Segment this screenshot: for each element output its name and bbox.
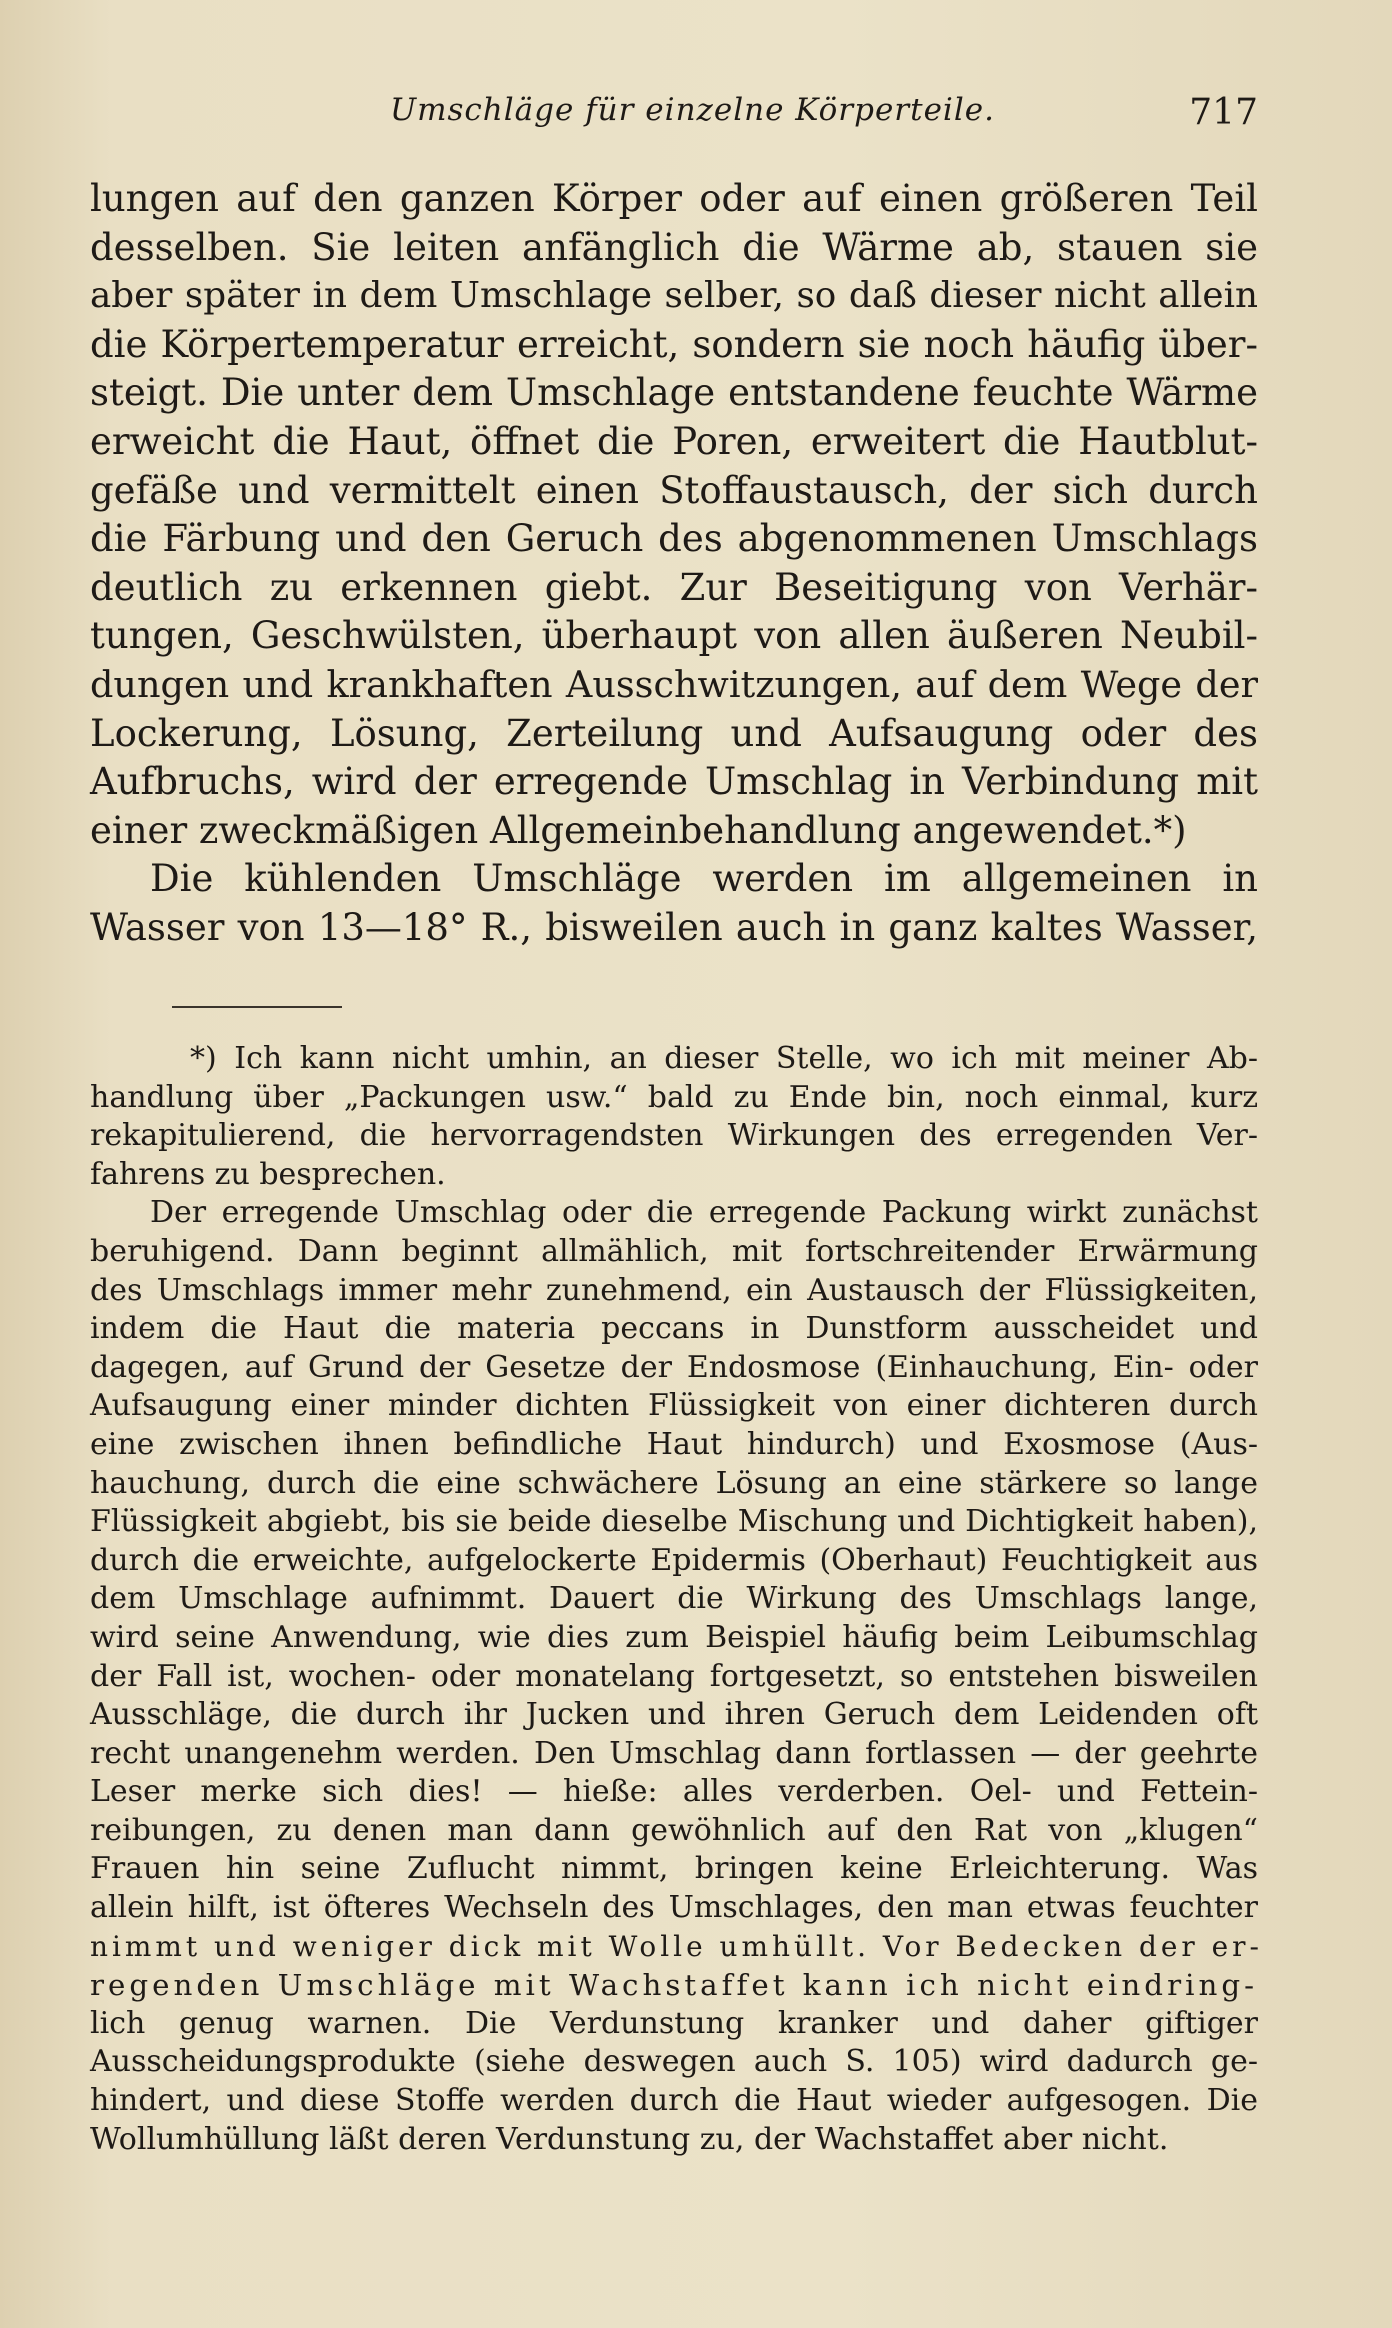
text-line: Die kühlenden Umschläge werden im allgemeinen in (150, 857, 1258, 901)
footnote-line: Ausschläge, die durch ihr Jucken und ihren Geruch dem Leidenden oft (90, 1697, 1258, 1733)
text-line: dungen und krankhaften Ausschwitzungen, auf dem Wege der (90, 662, 1258, 706)
footnote-line: fahrens zu besprechen. (90, 1156, 446, 1192)
footnote-line: allein hilft, ist öfteres Wechseln des Umschlages, den man etwas feuchter (90, 1890, 1258, 1926)
footnote-line: hauchung, durch die eine schwächere Lösung an eine stärkere so lange (90, 1465, 1258, 1501)
text-line: einer zweckmäßigen Allgemeinbehandlung angewendet.*) (90, 808, 1187, 852)
text-line: Lockerung, Lösung, Zerteilung und Aufsaugung oder des (90, 711, 1258, 755)
text-line: lungen auf den ganzen Körper oder auf einen größeren Teil (90, 177, 1258, 220)
text-line: die Färbung und den Geruch des abgenommenen Umschlags (90, 517, 1258, 561)
footnote-block (90, 1040, 1263, 2159)
footnote-line: Aufsaugung einer minder dichten Flüssigkeit von einer dichteren durch (90, 1388, 1258, 1424)
running-title: Umschläge für einzelne Körperteile. (390, 92, 995, 128)
footnote-line: Leser merke sich dies! — hieße: alles verderben. Oel- und Fettein- (90, 1774, 1258, 1810)
footnote-line: dagegen, auf Grund der Gesetze der Endosmose (Einhauchung, Ein- oder (90, 1349, 1258, 1385)
footnote-line: der Fall ist, wochen- oder monatelang fortgesetzt, so entstehen bisweilen (90, 1658, 1258, 1694)
footnote-line: Frauen hin seine Zuflucht nimmt, bringen keine Erleichterung. Was (90, 1851, 1258, 1887)
footnote-separator (172, 1006, 342, 1008)
page-header (90, 92, 1258, 142)
footnote-line: Wollumhüllung läßt deren Verdunstung zu, der Wachstaffet aber nicht. (90, 2121, 1169, 2157)
footnote-line: regenden Umschläge mit Wachstaffet kann ich nicht eindring- (90, 1968, 1258, 2003)
footnote-line: rekapitulierend, die hervorragendsten Wirkungen des erregenden Ver- (90, 1118, 1258, 1154)
footnote-line: durch die erweichte, aufgelockerte Epidermis (Oberhaut) Feuchtigkeit aus (90, 1542, 1258, 1578)
footnote-line: Flüssigkeit abgiebt, bis sie beide dieselbe Mischung und Dichtigkeit haben), (90, 1504, 1258, 1540)
text-line: gefäße und vermittelt einen Stoffaustausch, der sich durch (90, 468, 1258, 512)
text-line: Wasser von 13—18° R., bisweilen auch in ganz kaltes Wasser, (90, 905, 1258, 949)
footnote-line: dem Umschlage aufnimmt. Dauert die Wirkung des Umschlags lange, (90, 1581, 1258, 1617)
text-line: Aufbruchs, wird der erregende Umschlag in Verbindung mit (90, 760, 1258, 804)
footnote-line: nimmt und weniger dick mit Wolle umhüllt. Vor Bedecken der er- (90, 1929, 1263, 1963)
footnote-line: beruhigend. Dann beginnt allmählich, mit fortschreitender Erwärmung (90, 1233, 1258, 1269)
text-line: deutlich zu erkennen giebt. Zur Beseitigung von Verhär- (90, 565, 1258, 609)
main-text-block (90, 175, 1258, 953)
footnote-line: des Umschlags immer mehr zunehmend, ein Austausch der Flüssigkeiten, (90, 1272, 1258, 1308)
page-number: 717 (1189, 92, 1258, 133)
footnote-line: reibungen, zu denen man dann gewöhnlich auf den Rat von „klugen“ (90, 1812, 1258, 1848)
footnote-line: hindert, und diese Stoffe werden durch die Haut wieder aufgesogen. Die (90, 2083, 1258, 2119)
footnote-line: Der erregende Umschlag oder die erregende Packung wirkt zunächst (150, 1195, 1258, 1231)
text-line: desselben. Sie leiten anfänglich die Wärme ab, stauen sie (90, 225, 1258, 269)
footnote-line: Ausscheidungsprodukte (siehe deswegen auch S. 105) wird dadurch ge- (90, 2044, 1258, 2080)
text-line: erweicht die Haut, öffnet die Poren, erweitert die Hautblut- (90, 419, 1258, 463)
footnote-line: *) Ich kann nicht umhin, an dieser Stelle, wo ich mit meiner Ab- (190, 1041, 1258, 1076)
footnote-line: wird seine Anwendung, wie dies zum Beispiel häufig beim Leibumschlag (90, 1619, 1258, 1655)
text-line: die Körpertemperatur erreicht, sondern sie noch häufig über- (90, 322, 1258, 366)
text-line: steigt. Die unter dem Umschlage entstandene feuchte Wärme (90, 371, 1258, 415)
footnote-line: lich genug warnen. Die Verdunstung kranker und daher giftiger (90, 2005, 1258, 2041)
footnote-line: recht unangenehm werden. Den Umschlag dann fortlassen — der geehrte (90, 1735, 1258, 1771)
text-line: tungen, Geschwülsten, überhaupt von allen äußeren Neubil- (90, 614, 1258, 658)
footnote-line: eine zwischen ihnen befindliche Haut hindurch) und Exosmose (Aus- (90, 1426, 1258, 1462)
text-line: aber später in dem Umschlage selber, so daß dieser nicht allein (90, 275, 1258, 317)
footnote-line: indem die Haut die materia peccans in Dunstform ausscheidet und (90, 1311, 1258, 1347)
footnote-line: handlung über „Packungen usw.“ bald zu Ende bin, noch einmal, kurz (90, 1079, 1258, 1115)
